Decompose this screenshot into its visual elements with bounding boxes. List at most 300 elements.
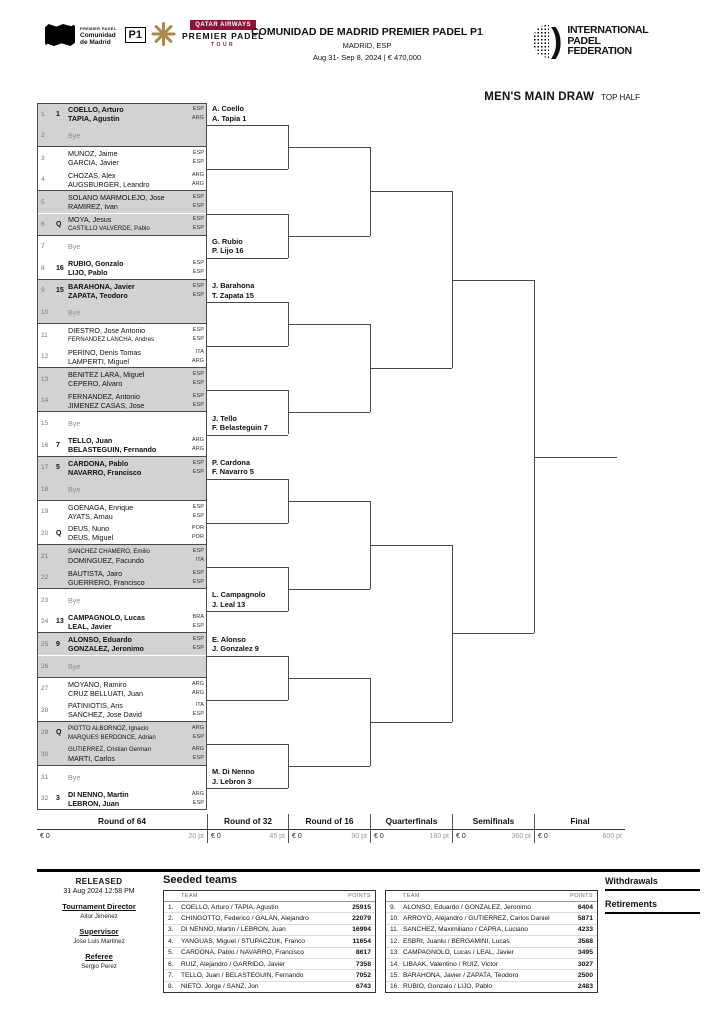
country-code: ARG bbox=[191, 680, 204, 687]
country-code: ESP bbox=[192, 269, 204, 276]
bracket-line bbox=[207, 567, 288, 568]
bracket-slot bbox=[37, 457, 207, 479]
withdrawals-title: Withdrawals bbox=[605, 876, 700, 891]
seed-table-header bbox=[164, 891, 375, 902]
country-codes bbox=[184, 724, 207, 742]
bracket-slot bbox=[37, 722, 207, 744]
seed-col-team: TEAM bbox=[181, 893, 198, 899]
event-dates-prize: Aug 31- Sep 8, 2024 | € 470,000 bbox=[312, 53, 422, 62]
country-code: BRA bbox=[192, 613, 204, 620]
bracket-slot bbox=[37, 633, 207, 655]
team-names bbox=[68, 459, 184, 477]
slot-number: 32 bbox=[41, 795, 49, 803]
team-names bbox=[68, 171, 184, 189]
seed-points: 2483 bbox=[577, 983, 593, 991]
bracket-slot bbox=[37, 435, 207, 457]
player-name: LEBRON, Juan bbox=[68, 798, 120, 808]
slot-number: 25 bbox=[41, 640, 49, 648]
country-code: ARG bbox=[191, 115, 204, 122]
seed-rank: 14. bbox=[390, 960, 400, 968]
country-code: ESP bbox=[192, 799, 204, 806]
seed-col-points: POINTS bbox=[348, 893, 371, 899]
official-name: Aitor Jimenez bbox=[80, 913, 118, 920]
country-codes bbox=[184, 171, 207, 189]
slot-number: 16 bbox=[41, 441, 49, 449]
seeded-team-row bbox=[164, 970, 375, 981]
team-names bbox=[68, 745, 184, 763]
bracket-slot bbox=[37, 169, 207, 191]
team-names bbox=[68, 193, 184, 211]
retirements-title: Retirements bbox=[605, 899, 700, 914]
team-names bbox=[68, 547, 184, 565]
round-points: 45 pt bbox=[269, 833, 285, 840]
team-names bbox=[68, 724, 184, 742]
round-prize: € 0 bbox=[40, 833, 50, 840]
player-name: MOYA, Jesus bbox=[68, 215, 112, 225]
player-name: CEPERO, Alvaro bbox=[68, 379, 123, 389]
seeded-team-row bbox=[164, 936, 375, 947]
team-names bbox=[68, 524, 184, 542]
player-name: TELLO, Juan bbox=[68, 436, 113, 446]
seed-rank: 13. bbox=[390, 949, 400, 957]
seed-rank: 1. bbox=[168, 903, 174, 911]
bye-label: Bye bbox=[68, 772, 81, 782]
official-name: Jose Luis Martinez bbox=[73, 938, 125, 945]
seeded-teams-table-9-16 bbox=[385, 890, 598, 993]
premier-padel-label: PREMIER PADEL bbox=[182, 31, 265, 41]
player-name: DOMINGUEZ, Facundo bbox=[68, 556, 144, 566]
country-codes bbox=[184, 259, 207, 277]
team-names bbox=[68, 701, 184, 719]
player-name: AUGSBURGER, Leandro bbox=[68, 179, 150, 189]
player-name: AYATS, Arnau bbox=[68, 511, 113, 521]
seeded-team-row bbox=[386, 970, 597, 981]
slot-number: 4 bbox=[41, 176, 45, 184]
slot-number: 27 bbox=[41, 685, 49, 693]
bye-label: Bye bbox=[68, 307, 81, 317]
player-name: LAMPERTI, Miguel bbox=[68, 356, 129, 366]
team-names bbox=[68, 503, 184, 521]
seed-points: 25915 bbox=[352, 903, 371, 911]
player-name: DI NENNO, Martin bbox=[68, 789, 129, 799]
r32-team-label bbox=[212, 104, 246, 124]
released-datetime: 31 Aug 2024 12:58 PM bbox=[63, 888, 135, 895]
official-role-title: Referee bbox=[85, 952, 113, 961]
bye-label: Bye bbox=[68, 242, 81, 252]
country-code: ARG bbox=[191, 180, 204, 187]
player-name: CAMPAGNOLO, Lucas bbox=[68, 612, 145, 622]
r32-player-name-seed: A. Tapia 1 bbox=[212, 113, 247, 123]
bracket-line bbox=[534, 457, 617, 458]
seed-rank: 6. bbox=[168, 960, 174, 968]
seed-rank: 4. bbox=[168, 937, 174, 945]
country-codes bbox=[184, 503, 207, 521]
slot-number: 30 bbox=[41, 750, 49, 758]
player-name: MARTI, Carlos bbox=[68, 754, 115, 764]
country-code: ESP bbox=[192, 459, 204, 466]
withdrawals-section bbox=[605, 876, 700, 891]
bracket-slot bbox=[37, 302, 207, 324]
bracket-slot bbox=[37, 744, 207, 766]
player-name: RAMIREZ, Ivan bbox=[68, 202, 118, 212]
player-name: CRUZ BELLUATI, Juan bbox=[68, 688, 143, 698]
player-name: SOLANO MARMOLEJO, Jose bbox=[68, 193, 165, 203]
country-code: ESP bbox=[192, 645, 204, 652]
seed-team-names: DI NENNO, Martin / LEBRON, Juan bbox=[181, 926, 286, 934]
seed-team-names: ARROYO, Alejandro / GUTIERREZ, Carlos Daniel bbox=[403, 915, 550, 923]
r32-player-name: J. Tello bbox=[212, 413, 237, 423]
r32-player-name-seed: F. Navarro 5 bbox=[212, 467, 254, 477]
country-code: ESP bbox=[192, 225, 204, 232]
player-name: ZAPATA, Teodoro bbox=[68, 290, 128, 300]
qualifier-marker: Q bbox=[56, 729, 62, 737]
bye-label: Bye bbox=[68, 484, 81, 494]
bracket-line bbox=[207, 744, 288, 745]
bracket-line bbox=[452, 280, 534, 281]
slot-number: 3 bbox=[41, 154, 45, 162]
player-name: BARAHONA, Javier bbox=[68, 281, 135, 291]
round-points: 20 pt bbox=[188, 833, 204, 840]
team-names bbox=[68, 259, 184, 277]
bye-label: Bye bbox=[68, 661, 81, 671]
slot-number: 6 bbox=[41, 220, 45, 228]
seeded-teams-title: Seeded teams bbox=[163, 874, 237, 886]
madrid-logo-line2: de Madrid bbox=[80, 38, 111, 46]
madrid-logo-tiny: PREMIER PADEL bbox=[80, 25, 117, 31]
country-code: ESP bbox=[192, 380, 204, 387]
country-code: ITA bbox=[195, 348, 204, 355]
slot-number: 23 bbox=[41, 596, 49, 604]
slot-number: 15 bbox=[41, 419, 49, 427]
country-code: ARG bbox=[191, 437, 204, 444]
player-name: FERNANDEZ, Antonio bbox=[68, 391, 140, 401]
seeded-team-row bbox=[164, 913, 375, 924]
slot-number: 7 bbox=[41, 243, 45, 251]
country-code: ESP bbox=[192, 636, 204, 643]
country-code: ESP bbox=[192, 260, 204, 267]
bracket-line bbox=[288, 324, 370, 325]
seed-col-points: POINTS bbox=[570, 893, 593, 899]
seed-team-names: RUIZ, Alejandro / GARRIDO, Javier bbox=[181, 960, 286, 968]
bracket-line bbox=[288, 412, 370, 413]
seed-points: 6743 bbox=[355, 983, 371, 991]
bracket-line bbox=[207, 523, 288, 524]
round-column-header: Semifinals bbox=[452, 814, 534, 829]
bracket-slot bbox=[37, 700, 207, 722]
team-names bbox=[68, 569, 184, 587]
seed-points: 3495 bbox=[577, 949, 593, 957]
footer-divider bbox=[37, 869, 700, 872]
player-name: MOYANO, Ramiro bbox=[68, 679, 127, 689]
bracket-slot bbox=[37, 346, 207, 368]
seed-points: 3588 bbox=[577, 937, 593, 945]
team-names bbox=[68, 348, 184, 366]
bracket-line bbox=[288, 236, 370, 237]
bracket-slot bbox=[37, 191, 207, 213]
team-names bbox=[68, 326, 184, 344]
round-column-header: Round of 64 bbox=[98, 816, 146, 826]
player-name: ALONSO, Eduardo bbox=[68, 635, 132, 645]
bracket-slot bbox=[37, 103, 207, 125]
seed-team-names: CARDONA, Pablo / NAVARRO, Francisco bbox=[181, 949, 304, 957]
slot-number: 8 bbox=[41, 264, 45, 272]
seed-points: 7358 bbox=[355, 960, 371, 968]
slot-number: 19 bbox=[41, 508, 49, 516]
bracket-slot bbox=[37, 324, 207, 346]
country-code: ESP bbox=[192, 371, 204, 378]
bracket-slot bbox=[37, 390, 207, 412]
slot-number: 22 bbox=[41, 574, 49, 582]
country-code: ITA bbox=[195, 557, 204, 564]
round-prize: € 0 bbox=[456, 833, 466, 840]
bracket-slot bbox=[37, 567, 207, 589]
released-label: RELEASED bbox=[75, 877, 123, 886]
country-code: ARG bbox=[191, 689, 204, 696]
seed-rank: 10. bbox=[390, 915, 400, 923]
country-code: ESP bbox=[192, 733, 204, 740]
player-name: FERNANDEZ LANCHA, Andres bbox=[68, 336, 155, 344]
seed-team-names: LIBAAK, Valentino / RUIZ, Victor bbox=[403, 960, 499, 968]
player-name: JIMENEZ CASAS, Jose bbox=[68, 400, 145, 410]
slot-number: 18 bbox=[41, 485, 49, 493]
country-code: ARG bbox=[191, 746, 204, 753]
round-column-values bbox=[288, 830, 370, 843]
bracket-slot bbox=[37, 523, 207, 545]
seeded-team-row bbox=[164, 959, 375, 970]
country-code: ESP bbox=[192, 327, 204, 334]
slot-number: 21 bbox=[41, 552, 49, 560]
seed-points: 2500 bbox=[577, 972, 593, 980]
country-code: ESP bbox=[192, 106, 204, 113]
r32-team-label bbox=[212, 635, 259, 655]
bracket-slot bbox=[37, 788, 207, 810]
rounds-values-row bbox=[37, 830, 625, 843]
round-prize: € 0 bbox=[292, 833, 302, 840]
player-name: NAVARRO, Francisco bbox=[68, 467, 142, 477]
retirements-section bbox=[605, 899, 700, 914]
team-names bbox=[68, 392, 184, 410]
bracket-line bbox=[207, 611, 288, 612]
seed-rank: 8. bbox=[168, 983, 174, 991]
country-code: ESP bbox=[192, 548, 204, 555]
bracket-line bbox=[288, 501, 370, 502]
country-code: ESP bbox=[192, 282, 204, 289]
event-title: COMUNIDAD DE MADRID PREMIER PADEL P1 bbox=[251, 26, 483, 38]
bracket-line bbox=[207, 302, 288, 303]
madrid-logo-line1: Comunidad bbox=[80, 31, 116, 39]
seed-number: 7 bbox=[56, 441, 60, 449]
seed-team-names: CHINGOTTO, Federico / GALAN, Alejandro bbox=[181, 915, 309, 923]
country-code: ESP bbox=[192, 291, 204, 298]
seed-points: 8617 bbox=[355, 949, 371, 957]
seeded-team-row bbox=[164, 982, 375, 992]
round-column-values bbox=[37, 830, 207, 843]
country-code: ARG bbox=[191, 446, 204, 453]
seed-col-team: TEAM bbox=[403, 893, 420, 899]
country-codes bbox=[184, 149, 207, 167]
team-names bbox=[68, 790, 184, 808]
country-code: ESP bbox=[192, 401, 204, 408]
country-code: POR bbox=[191, 534, 204, 541]
country-codes bbox=[184, 569, 207, 587]
seed-number: 3 bbox=[56, 795, 60, 803]
tour-label: TOUR bbox=[211, 42, 236, 48]
seed-table-header bbox=[386, 891, 597, 902]
slot-number: 5 bbox=[41, 198, 45, 206]
team-names bbox=[68, 282, 184, 300]
country-codes bbox=[184, 459, 207, 477]
round-points: 90 pt bbox=[351, 833, 367, 840]
round-column-values bbox=[452, 830, 534, 843]
bracket-line bbox=[370, 191, 452, 192]
player-name: MUNOZ, Jaime bbox=[68, 149, 118, 159]
r32-player-name-seed: T. Zapata 15 bbox=[212, 290, 254, 300]
seed-team-names: ESBRI, Juanlu / BERGAMINI, Lucas bbox=[403, 937, 510, 945]
player-name: PATINIOTIS, Aris bbox=[68, 701, 123, 711]
seed-number: 9 bbox=[56, 640, 60, 648]
seeded-team-row bbox=[386, 936, 597, 947]
qatar-airways-label: QATAR AIRWAYS bbox=[190, 20, 256, 30]
country-codes bbox=[184, 745, 207, 763]
bracket-line bbox=[207, 125, 288, 126]
country-codes bbox=[184, 105, 207, 123]
bracket-line bbox=[288, 678, 370, 679]
player-name: TAPIA, Agustin bbox=[68, 114, 120, 124]
r32-player-name-seed: J. Lebron 3 bbox=[212, 776, 252, 786]
player-name: GOENAGA, Enrique bbox=[68, 502, 134, 512]
seeded-team-row bbox=[386, 913, 597, 924]
player-name: DEUS, Miguel bbox=[68, 533, 114, 543]
country-code: ESP bbox=[192, 194, 204, 201]
bracket-line bbox=[207, 788, 288, 789]
country-code: ESP bbox=[192, 336, 204, 343]
country-code: ESP bbox=[192, 150, 204, 157]
r32-team-label bbox=[212, 237, 244, 257]
player-name: LEAL, Javier bbox=[68, 621, 112, 631]
r32-player-name-seed: J. Leal 13 bbox=[212, 600, 246, 610]
seed-points: 11654 bbox=[352, 937, 371, 945]
country-codes bbox=[184, 370, 207, 388]
bracket-slot bbox=[37, 125, 207, 147]
seed-team-names: YANGUAS, Miguel / STUPACZUK, Franco bbox=[181, 937, 305, 945]
country-codes bbox=[184, 326, 207, 344]
bracket-line bbox=[207, 258, 288, 259]
seed-rank: 5. bbox=[168, 949, 174, 957]
seed-team-names: NIETO, Jorge / SANZ, Jon bbox=[181, 983, 259, 991]
country-code: ESP bbox=[192, 578, 204, 585]
event-city: MADRID, ESP bbox=[342, 41, 392, 50]
qualifier-marker: Q bbox=[56, 220, 62, 228]
seed-rank: 11. bbox=[390, 926, 399, 934]
player-name: COELLO, Arturo bbox=[68, 105, 124, 115]
country-code: ESP bbox=[192, 503, 204, 510]
seed-points: 22079 bbox=[352, 915, 371, 923]
player-name: BENITEZ LARA, Miguel bbox=[68, 370, 145, 380]
player-name: CASTILLO VALVERDE, Pablo bbox=[68, 225, 150, 233]
slot-number: 11 bbox=[41, 331, 48, 339]
bracket-line bbox=[370, 722, 452, 723]
bye-label: Bye bbox=[68, 131, 81, 141]
p1-badge: P1 bbox=[125, 27, 146, 43]
team-names bbox=[68, 436, 184, 454]
country-code: ARG bbox=[191, 724, 204, 731]
country-code: POR bbox=[191, 525, 204, 532]
seed-points: 16994 bbox=[352, 926, 371, 934]
bracket-line bbox=[207, 700, 288, 701]
draw-title: MEN'S MAIN DRAW bbox=[484, 91, 595, 103]
bracket-slot bbox=[37, 545, 207, 567]
r32-player-name: P. Cardona bbox=[212, 457, 251, 467]
slot-number: 24 bbox=[41, 618, 49, 626]
bracket-line bbox=[288, 589, 370, 590]
seeded-team-row bbox=[164, 948, 375, 959]
bracket-slot bbox=[37, 589, 207, 611]
round-column-header: Round of 32 bbox=[207, 814, 288, 829]
country-codes bbox=[184, 680, 207, 698]
seed-number: 16 bbox=[56, 264, 64, 272]
bracket-slot bbox=[37, 501, 207, 523]
seeded-team-row bbox=[386, 925, 597, 936]
country-codes bbox=[184, 701, 207, 719]
bye-label: Bye bbox=[68, 595, 81, 605]
country-codes bbox=[184, 215, 207, 233]
country-code: ARG bbox=[191, 790, 204, 797]
player-name: SANCHEZ CHAMERO, Emilio bbox=[68, 548, 150, 556]
seeded-team-row bbox=[164, 902, 375, 913]
seed-rank: 7. bbox=[168, 972, 174, 980]
seed-team-names: BARAHONA, Javier / ZAPATA, Teodoro bbox=[403, 972, 519, 980]
seeded-team-row bbox=[386, 982, 597, 992]
seed-points: 4233 bbox=[577, 926, 593, 934]
player-name: GUERRERO, Francisco bbox=[68, 577, 145, 587]
seed-number: 13 bbox=[56, 618, 64, 626]
slot-number: 26 bbox=[41, 662, 49, 670]
bracket-slot bbox=[37, 280, 207, 302]
player-name: GARCIA, Javier bbox=[68, 158, 119, 168]
bracket-slot bbox=[37, 766, 207, 788]
seed-points: 3027 bbox=[577, 960, 593, 968]
country-code: ESP bbox=[192, 392, 204, 399]
slot-number: 17 bbox=[41, 464, 49, 472]
country-codes bbox=[184, 547, 207, 565]
player-name: PIOTTO ALBORNOZ, Ignacio bbox=[68, 724, 149, 732]
ipf-line3: FEDERATION bbox=[567, 45, 632, 58]
country-codes bbox=[184, 348, 207, 366]
ipf-line2: PADEL bbox=[567, 34, 601, 47]
seed-team-names: COELLO, Arturo / TAPIA, Agustin bbox=[181, 903, 279, 911]
team-names bbox=[68, 680, 184, 698]
round-points: 360 pt bbox=[511, 833, 531, 840]
round-prize: € 0 bbox=[211, 833, 221, 840]
seed-number: 15 bbox=[56, 287, 64, 295]
bracket-slot bbox=[37, 236, 207, 258]
official-role-title: Supervisor bbox=[79, 927, 119, 936]
country-code: ESP bbox=[192, 159, 204, 166]
country-code: ITA bbox=[195, 702, 204, 709]
team-names bbox=[68, 105, 184, 123]
seed-rank: 9. bbox=[390, 903, 396, 911]
country-codes bbox=[184, 282, 207, 300]
seeded-team-row bbox=[386, 959, 597, 970]
country-code: ESP bbox=[192, 203, 204, 210]
rounds-header-row bbox=[37, 814, 625, 830]
team-names bbox=[68, 635, 184, 653]
team-names bbox=[68, 149, 184, 167]
seed-rank: 12. bbox=[390, 937, 400, 945]
team-names bbox=[68, 613, 184, 631]
r32-team-label bbox=[212, 414, 268, 434]
seed-team-names: ALONSO, Eduardo / GONZALEZ, Jeronimo bbox=[403, 903, 531, 911]
